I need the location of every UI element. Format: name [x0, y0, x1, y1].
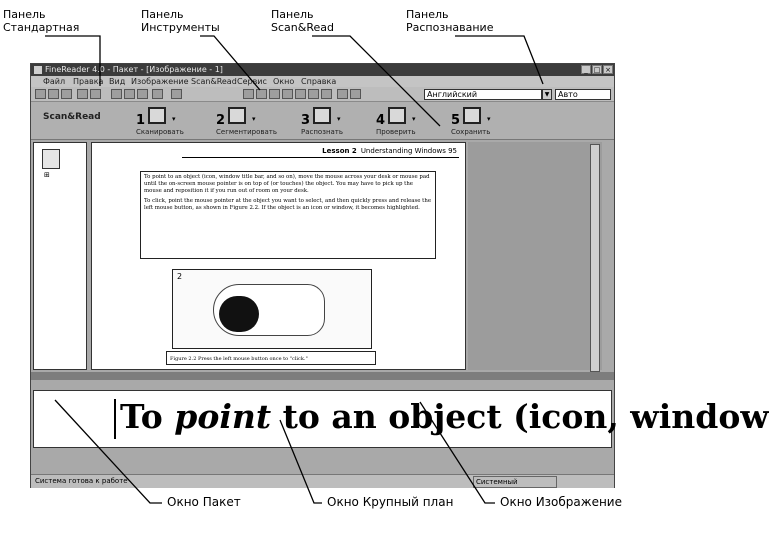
table-block-tool-icon[interactable] — [282, 89, 293, 99]
status-bar — [31, 474, 614, 488]
page-thumbnail[interactable] — [42, 149, 60, 169]
save-icon — [463, 107, 481, 124]
app-icon[interactable] — [34, 66, 42, 74]
mouse-illustration — [219, 296, 259, 332]
callout-image-window: Окно Изображение — [500, 495, 622, 509]
help-icon[interactable] — [171, 89, 182, 99]
menu-view[interactable]: Вид — [109, 77, 126, 86]
paragraph: To point to an object (icon, window title bar, and so on), move the mouse across your desk or mouse pad until the on-screen mouse pointer is on top of (or touches) the object. You may have to pick up the mouse and reposition it if you run out of room on your desk. — [144, 174, 430, 194]
callout-batch-window: Окно Пакет — [167, 495, 241, 509]
delete-block-tool-icon[interactable] — [295, 89, 306, 99]
properties-icon[interactable] — [152, 89, 163, 99]
image-window[interactable] — [91, 142, 466, 370]
text-block[interactable] — [140, 171, 436, 259]
finereader-window — [30, 63, 769, 488]
step-label: Сохранить — [451, 128, 491, 136]
zoom-out-icon[interactable] — [124, 89, 135, 99]
scanread-toolbar — [31, 102, 614, 140]
menu-window[interactable]: Окно — [273, 77, 295, 86]
recognize-step[interactable] — [301, 105, 361, 137]
status-text: Система готова к работе — [35, 477, 128, 485]
step-number: 2 — [216, 113, 226, 128]
menu-scanread[interactable]: Scan&Read — [191, 77, 237, 86]
zoom-text: To point to an object (icon, window — [120, 397, 769, 436]
select-tool-icon[interactable] — [243, 89, 254, 99]
chevron-down-icon[interactable]: ▼ — [542, 89, 552, 100]
callout-scanread-panel: Панель Scan&Read — [271, 8, 334, 34]
recognize-icon — [313, 107, 331, 124]
callout-zoom-window: Окно Крупный план — [327, 495, 454, 509]
step-label: Сегментировать — [216, 128, 278, 136]
menu-file[interactable]: Файл — [43, 77, 66, 86]
language-select[interactable]: Английский — [424, 89, 542, 100]
zoom-in-icon[interactable] — [111, 89, 122, 99]
menu-image[interactable]: Изображение — [131, 77, 189, 86]
step-label: Сканировать — [136, 128, 184, 136]
recognition-mode-field[interactable]: Авто — [555, 89, 611, 100]
menu-help[interactable]: Справка — [301, 77, 337, 86]
zoom-window[interactable] — [33, 390, 769, 448]
copy-icon[interactable] — [77, 89, 88, 99]
close-button[interactable]: × — [603, 65, 613, 74]
chevron-down-icon[interactable]: ▾ — [412, 115, 416, 123]
callout-tools-panel: Панель Инструменты — [141, 8, 220, 34]
page-header — [322, 147, 457, 155]
save-step[interactable] — [451, 105, 511, 137]
menu-service[interactable]: Сервис — [237, 77, 267, 86]
menu-bar — [31, 76, 614, 87]
step-number: 5 — [451, 113, 461, 128]
maximize-button[interactable]: □ — [593, 66, 601, 74]
lesson-title: Understanding Windows 95 — [360, 147, 457, 155]
picture-block[interactable] — [172, 269, 372, 349]
callout-recognition-panel: Панель Распознавание — [406, 8, 494, 34]
callout-standard-panel: Панель Стандартная — [3, 8, 80, 34]
picture-number: 2 — [177, 272, 183, 281]
vertical-scrollbar[interactable] — [590, 144, 600, 372]
header-rule — [182, 157, 459, 158]
step-label: Распознать — [301, 128, 344, 136]
lesson-number: Lesson 2 — [322, 147, 357, 155]
status-panel: Системный — [473, 476, 557, 488]
step-label: Проверить — [376, 128, 416, 136]
page-status-icon: ⊞ — [44, 171, 50, 179]
scanner-icon — [148, 107, 166, 124]
text-block-tool-icon[interactable] — [256, 89, 267, 99]
paragraph: To click, point the mouse pointer at the object you want to select, and then quickly press and release the left mouse button, as shown in Figure 2.2. If the object is an icon or window, it becomes highlighted. — [144, 198, 432, 211]
segment-step[interactable] — [216, 105, 276, 137]
chevron-down-icon[interactable]: ▾ — [252, 115, 256, 123]
eraser-tool-icon[interactable] — [321, 89, 332, 99]
open-icon[interactable] — [48, 89, 59, 99]
step-number: 3 — [301, 113, 311, 128]
scan-step[interactable] — [136, 105, 196, 137]
text-cursor — [114, 399, 116, 439]
client-area — [31, 140, 769, 474]
train-tool-icon[interactable] — [350, 89, 361, 99]
figure-caption[interactable]: Figure 2.2 Press the left mouse button once to "click." — [166, 351, 376, 365]
step-number: 4 — [376, 113, 386, 128]
splitter[interactable] — [31, 372, 614, 380]
batch-window[interactable] — [33, 142, 87, 370]
chevron-down-icon[interactable]: ▾ — [487, 115, 491, 123]
standard-toolbar — [31, 87, 614, 102]
workspace-background — [468, 142, 602, 370]
segment-icon — [228, 107, 246, 124]
title-bar — [31, 64, 614, 76]
scanread-logo[interactable]: Scan&Read — [43, 112, 101, 122]
menu-edit[interactable]: Правка — [73, 77, 104, 86]
new-icon[interactable] — [35, 89, 46, 99]
chevron-down-icon[interactable]: ▾ — [172, 115, 176, 123]
window-title: FineReader 4.0 - Пакет - [Изображение - 1] — [45, 65, 223, 74]
recognize-tool-icon[interactable] — [337, 89, 348, 99]
chevron-down-icon[interactable]: ▾ — [337, 115, 341, 123]
minimize-button[interactable]: _ — [581, 65, 591, 74]
step-number: 1 — [136, 113, 146, 128]
save-icon[interactable] — [61, 89, 72, 99]
check-icon — [388, 107, 406, 124]
picture-block-tool-icon[interactable] — [269, 89, 280, 99]
check-step[interactable] — [376, 105, 436, 137]
paste-icon[interactable] — [90, 89, 101, 99]
rotate-icon[interactable] — [137, 89, 148, 99]
order-tool-icon[interactable] — [308, 89, 319, 99]
